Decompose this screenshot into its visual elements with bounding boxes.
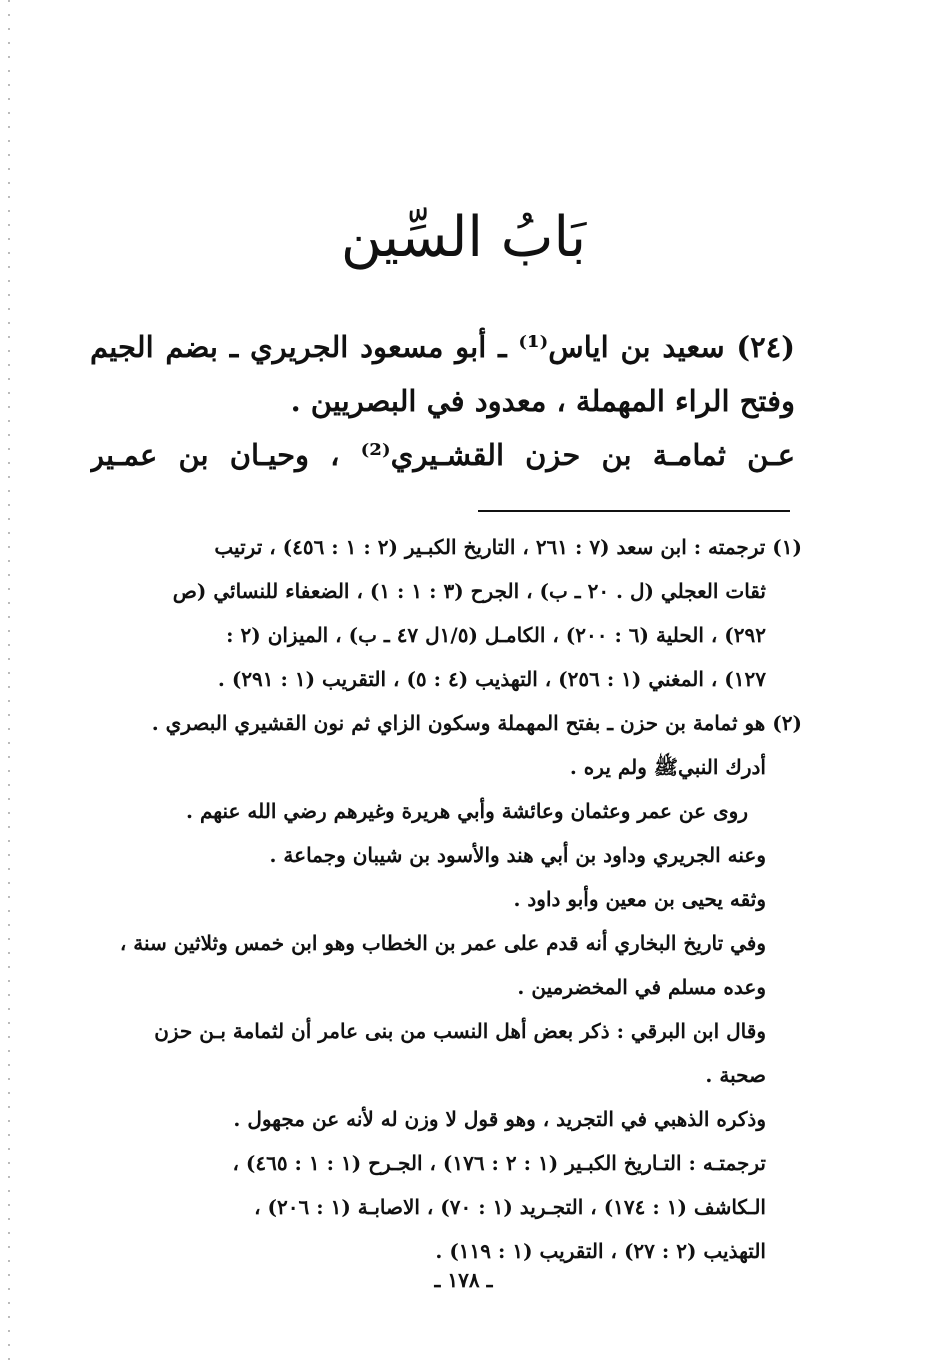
footnote-line: أدرك النبيﷺ ولم يره . [569, 755, 766, 779]
footnote-line: الـكاشف (١ : ١٧٤) ، التجـريد (١ : ٧٠) ، الاصابـة (١ : ٢٠٦) ، [254, 1195, 766, 1219]
footnotes [90, 525, 802, 1273]
footnote-line: صحبة . [705, 1063, 766, 1087]
footnote-line: وفي تاريخ البخاري أنه قدم على عمر بن الخطاب وهو ابن خمس وثلاثين سنة ، [119, 931, 766, 955]
entry-line: وفتح الراء المهملة ، معدود في البصريين . [290, 384, 795, 418]
footnote-line: ثقات العجلي (ل . ٢٠ ـ ب) ، الجرح (٣ : ١ : ١) ، الضعفاء للنسائي (ص [172, 579, 766, 603]
footnote-divider [478, 510, 790, 512]
footnote-line: ٢٩٢) ، الحلية (٦ : ٢٠٠) ، الكامـل (١/٥ل ٤٧ ـ ب) ، الميزان (٢ : [226, 623, 766, 647]
page-number: ـ ١٧٨ ـ [434, 1268, 493, 1292]
entry-line: (٢٤) سعيد بن اياس⁽¹⁾ ـ أبو مسعود الجريري ـ بضم الجيم [90, 330, 795, 364]
footnote-line: وعده مسلم في المخضرمين . [517, 975, 766, 999]
footnote-line: وقال ابن البرقي : ذكر بعض أهل النسب من بنى عامر أن لثمامة بـن حزن [154, 1019, 766, 1043]
footnote-line: التهذيب (٢ : ٢٧) ، التقريب (١ : ١١٩) . [435, 1239, 766, 1263]
footnote-line: (١) ترجمته : ابن سعد (٧ : ٢٦١ ، التاريخ الكبـير (٢ : ١ : ٤٥٦) ، ترتيب [214, 535, 802, 559]
footnote-line: وثقه يحيى بن معين وأبو داود . [513, 887, 766, 911]
footnote-line: ترجمتـه : التـاريخ الكبـير (١ : ٢ : ١٧٦) ، الجـرح (١ : ١ : ٤٦٥) ، [232, 1151, 766, 1175]
entry-line: عـن ثمامـة بن حزن القشـيري⁽²⁾ ، وحيـان بن عمـير [90, 438, 795, 472]
footnote-line: روى عن عمر وعثمان وعائشة وأبي هريرة وغيرهم رضي الله عنهم . [186, 799, 748, 823]
footnote-line: (٢) هو ثمامة بن حزن ـ بفتح المهملة وسكون الزاي ثم نون القشيري البصري . [151, 711, 802, 735]
footnote-line: ١٢٧) ، المغني (١ : ٢٥٦) ، التهذيب (٤ : ٥) ، التقريب (١ : ٢٩١) . [217, 667, 766, 691]
footnote-line: وعنه الجريري وداود بن أبي هند والأسود بن شيبان وجماعة . [269, 843, 766, 867]
chapter-title: بَابُ السِّين [340, 205, 587, 270]
footnote-line: وذكره الذهبي في التجريد ، وهو قول لا وزن له لأنه عن مجهول . [233, 1107, 766, 1131]
entry-text [90, 320, 795, 482]
